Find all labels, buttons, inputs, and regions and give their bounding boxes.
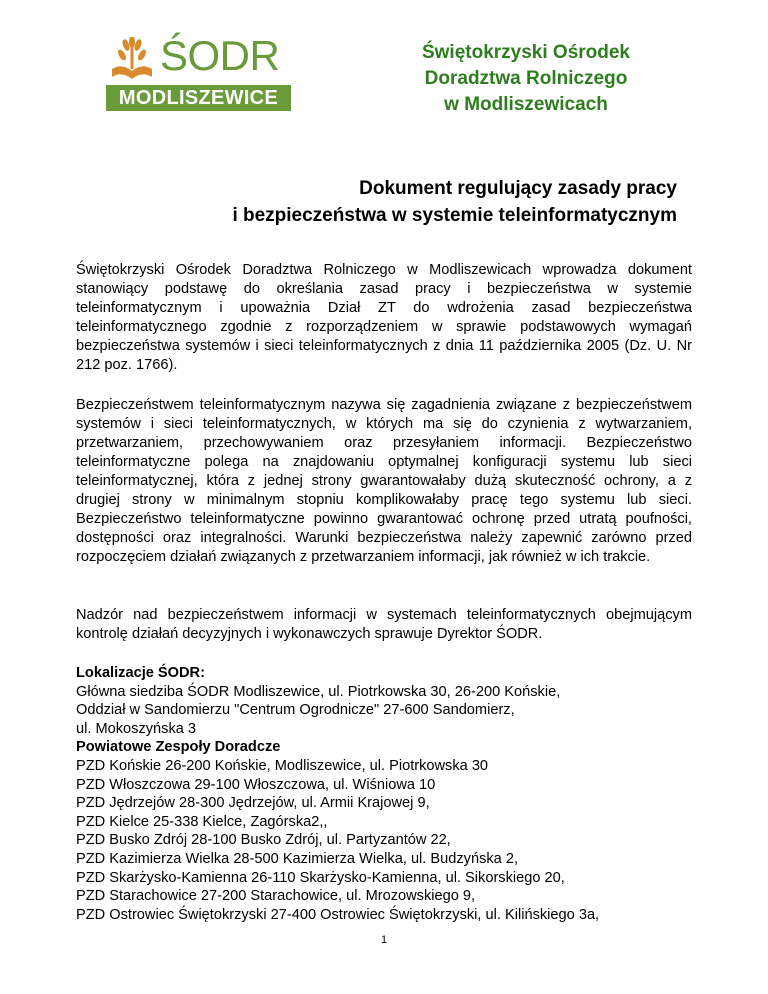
pzd-heading: Powiatowe Zespoły Doradcze [76,739,281,756]
title-line: Dokument regulujący zasady pracy [359,178,677,199]
location-line: Oddział w Sandomierzu "Centrum Ogrodnicze" 27-600 Sandomierz, [76,702,515,719]
organization-name [376,40,676,118]
location-line: ul. Mokoszyńska 3 [76,720,197,737]
title-line: i bezpieczeństwa w systemie teleinformatycznym [232,205,677,226]
org-name-line: Świętokrzyski Ośrodek [421,42,631,63]
pzd-line: PZD Kazimierza Wielka 28-500 Kazimierza Wielka, ul. Budzyńska 2, [76,850,519,867]
locations-section [76,664,716,924]
pzd-line: PZD Końskie 26-200 Końskie, Modliszewice, ul. Piotrkowska 30 [76,757,489,774]
document-title [232,175,677,229]
sodr-logo [106,33,306,113]
location-line: Główna siedziba ŚODR Modliszewice, ul. Piotrkowska 30, 26-200 Końskie, [76,683,561,700]
locations-heading: Lokalizacje ŚODR: [76,665,205,681]
paragraph-introduction: Świętokrzyski Ośrodek Doradztwa Rolniczego w Modliszewicach wprowadza dokument stanowiący podstawę do określania zasad pracy i bezpieczeństwa w systemie teleinformatycznym i upoważnia Dział ZT do wdrożenia zasad bezpieczeństwa teleinformatycznego zgodnie z rozporządzeniem w sprawie podstawowych wymagań bezpieczeństwa systemów i sieci teleinformatycznych z dnia 11 października 2005 (Dz. U. Nr 212 poz. 1766). [76,262,692,373]
paragraph-supervision: Nadzór nad bezpieczeństwem informacji w systemach teleinformatycznych obejmującym kontrolę działań decyzyjnych i wykonawczych sprawuje Dyrektor ŚODR. [76,607,692,642]
wheat-book-icon [110,37,158,83]
pzd-line: PZD Ostrowiec Świętokrzyski 27-400 Ostrowiec Świętokrzyski, ul. Kilińskiego 3a, [76,906,600,923]
pzd-line: PZD Starachowice 27-200 Starachowice, ul. Mrozowskiego 9, [76,888,476,905]
pzd-line: PZD Skarżysko-Kamienna 26-110 Skarżysko-Kamienna, ul. Sikorskiego 20, [76,869,565,886]
page-number: 1 [380,934,388,946]
pzd-line: PZD Busko Zdrój 28-100 Busko Zdrój, ul. Partyzantów 22, [76,832,451,849]
org-name-line: w Modliszewicach [444,94,608,115]
pzd-line: PZD Włoszczowa 29-100 Włoszczowa, ul. Wiśniowa 10 [76,776,436,793]
logo-place: MODLISZEWICE [106,85,291,111]
logo-acronym: ŚODR [160,32,280,79]
org-name-line: Doradztwa Rolniczego [424,68,628,89]
pzd-line: PZD Jędrzejów 28-300 Jędrzejów, ul. Armii Krajowej 9, [76,795,430,812]
paragraph-definition: Bezpieczeństwem teleinformatycznym nazywa się zagadnienia związane z bezpieczeństwem systemów i sieci teleinformatycznych, w których ma się do czynienia z wytwarzaniem, przetwarzaniem, przechowywaniem oraz przesyłaniem informacji. Bezpieczeństwo teleinformatyczne polega na znajdowaniu optymalnej konfiguracji systemu lub sieci teleinformatycznej, która z jednej strony gwarantowałaby dużą skuteczność ochrony, a z drugiej strony w minimalnym stopniu komplikowałaby pracę tego systemu lub sieci. Bezpieczeństwo teleinformatyczne powinno gwarantować ochronę przed utratą poufności, dostępności oraz integralności. Warunki bezpieczeństwa należy zapewnić zarówno przed rozpoczęciem działań związanych z przetwarzaniem informacji, jak również w ich trakcie. [76,397,692,565]
pzd-line: PZD Kielce 25-338 Kielce, Zagórska2,, [76,813,328,830]
